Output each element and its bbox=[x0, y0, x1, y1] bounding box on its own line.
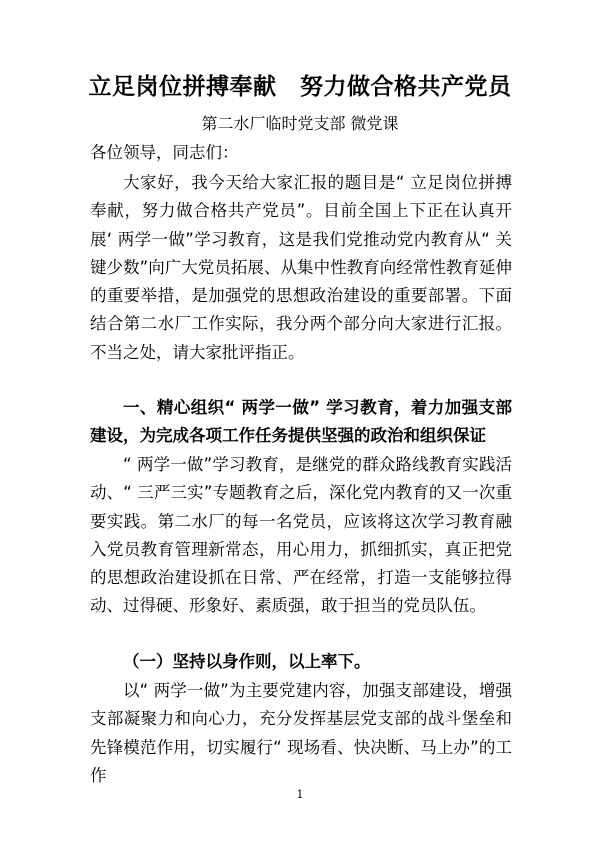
salutation: 各位领导，同志们： bbox=[90, 143, 239, 162]
section-heading-1: 一、精心组织“ 两学一做” 学习教育，着力加强支部建设，为完成各项工作任务提供坚强的政治和组织保证 bbox=[90, 398, 512, 446]
document-title: 立足岗位拼搏奉献 努力做合格共产党员 bbox=[88, 74, 512, 100]
subsection-heading-1: （一）坚持以身作则，以上率下。 bbox=[123, 652, 371, 671]
document-subtitle: 第二水厂临时党支部 微党课 bbox=[201, 114, 399, 133]
paragraph-party-building: 以“ 两学一做”为主要党建内容，加强支部建设，增强支部凝聚力和向心力，充分发挥基层党支部的战斗堡垒和先锋模范作用，切实履行“ 现场看、快决断、马上办”的工作 bbox=[90, 681, 512, 785]
paragraph-two-learn-one-do: “ 两学一做”学习教育，是继党的群众路线教育实践活动、“ 三严三实”专题教育之后，深化党内教育的又一次重要实践。第二水厂的每一名党员，应该将这次学习教育融入党员教育管理新常态，用心用力，抓细抓实，真正把党的思想政治建设抓在日常、严在经常，打造一支能够拉得动、过得硬、形象好、素质强，敢于担当的党员队伍。 bbox=[90, 455, 512, 616]
paragraph-intro: 大家好，我今天给大家汇报的题目是“ 立足岗位拼搏奉献，努力做合格共产党员”。目前全国上下正在认真开展‘ 两学一做”学习教育，这是我们党推动党内教育从“ 关键少数”向广大党员拓展、从集中性教育向经常性教育延伸的重要举措，是加强党的思想政治建设的重要部署。下面结合第二水厂工作实际，我分两个部分向大家进行汇报。不当之处，请大家批评指正。 bbox=[90, 173, 512, 362]
page-number: 1 bbox=[296, 788, 304, 801]
